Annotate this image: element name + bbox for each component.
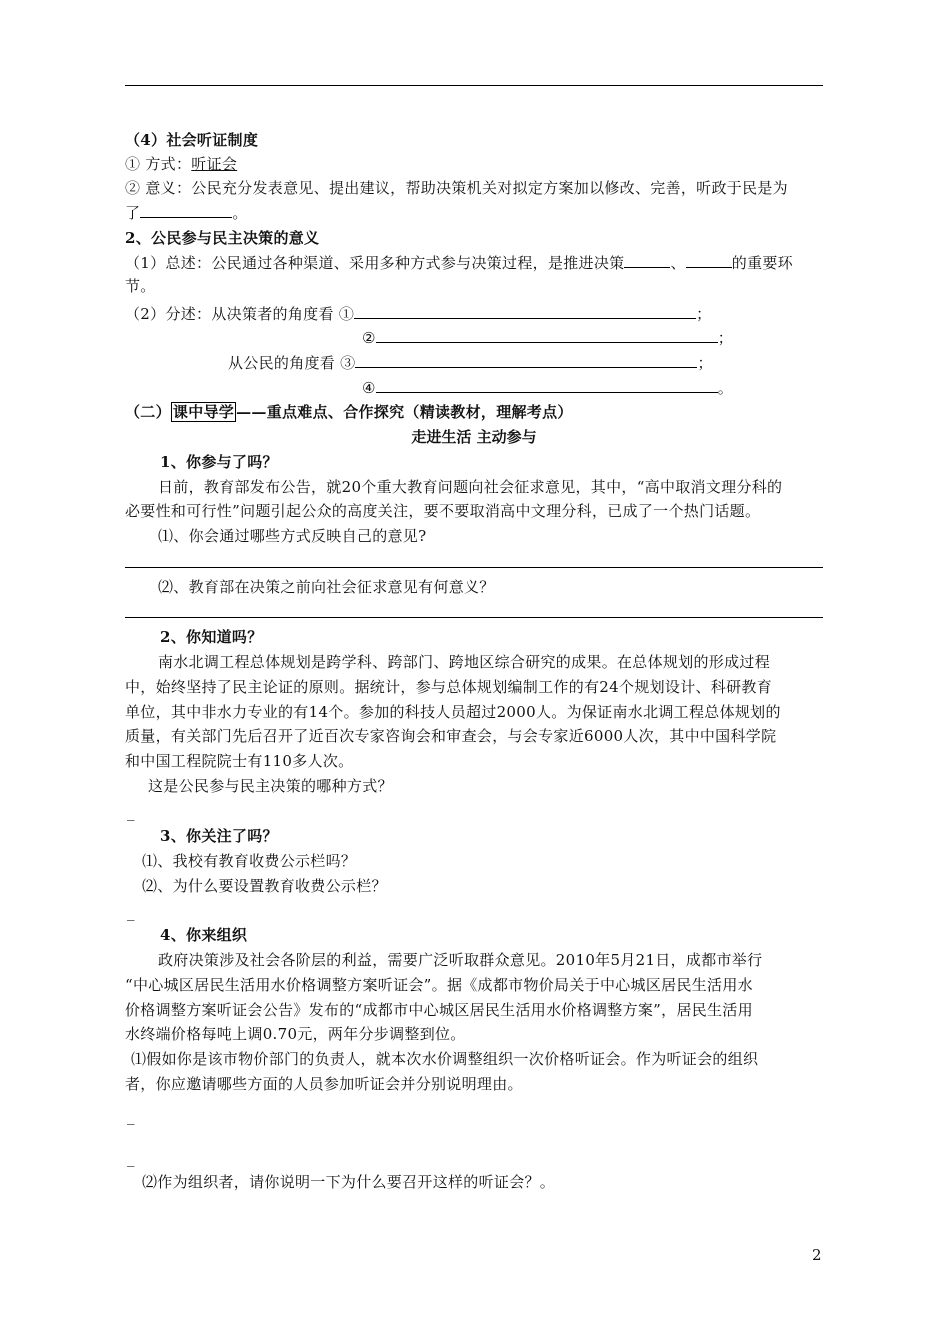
- page-number: 2: [812, 1246, 822, 1264]
- question-1-para-line2: 必要性和可行性”问题引起公众的高度关注，要不要取消高中文理分科，已成了一个热门话题。: [125, 502, 761, 520]
- hearing-meaning-line1: ② 意义：公民充分发表意见、提出建议，帮助决策机关对拟定方案加以修改、完善，听政于民是为: [125, 179, 788, 197]
- question-1-sub-2: ⑵、教育部在决策之前向社会征求意见有何意义？: [158, 578, 495, 596]
- header-rule: [125, 85, 823, 86]
- question-2-question: 这是公民参与民主决策的哪种方式？: [148, 777, 393, 795]
- answer-dash[interactable]: _: [127, 903, 135, 921]
- hearing-way: ① 方式：听证会: [125, 155, 238, 173]
- question-4-para-line3: 价格调整方案听证会公告》发布的“成都市中心城区居民生活用水价格调整方案”，居民生活用: [125, 1001, 753, 1019]
- fill-blank[interactable]: [376, 327, 718, 343]
- answer-line[interactable]: [125, 617, 823, 618]
- guide-boxed-label: 课中导学: [172, 403, 235, 421]
- fill-blank[interactable]: [686, 252, 732, 268]
- hearing-meaning-line2: 了 。: [125, 204, 248, 222]
- fill-blank[interactable]: [376, 377, 718, 393]
- question-3-sub-1: ⑴、我校有教育收费公示栏吗？: [142, 852, 357, 870]
- question-2-para-line4: 质量，有关部门先后召开了近百次专家咨询会和审查会，与会专家近6000人次，其中中国科学院: [125, 727, 777, 745]
- question-2-para-line3: 单位，其中非水力专业的有14个。参加的科技人员超过2000人。为保证南水北调工程总体规划的: [125, 703, 781, 721]
- question-4-sub-2: ⑵作为组织者，请你说明一下为什么要召开这样的听证会？。: [142, 1173, 556, 1191]
- question-4-para-line2: “中心城区居民生活用水价格调整方案听证会”。据《成都市物价局关于中心城区居民生活用水: [125, 976, 753, 994]
- hearing-way-value: 听证会: [191, 155, 238, 173]
- significance-general-line2: 节。: [125, 277, 156, 295]
- question-1-title: 1、你参与了吗？: [160, 453, 278, 471]
- question-4-para-line4: 水终端价格每吨上调0.70元，两年分步调整到位。: [125, 1025, 466, 1043]
- significance-point-4: ④ 。: [362, 379, 734, 397]
- question-2-para-line1: 南水北调工程总体规划是跨学科、跨部门、跨地区综合研究的成果。在总体规划的形成过程: [158, 653, 771, 671]
- significance-point-3: 从公民的角度看 ③ ；: [228, 354, 713, 372]
- answer-dash[interactable]: _: [127, 803, 135, 821]
- question-2-para-line2: 中，始终坚持了民主论证的原则。据统计，参与总体规划编制工作的有24个规划设计、科研教育: [125, 678, 772, 696]
- fill-blank[interactable]: [355, 352, 697, 368]
- answer-line[interactable]: [125, 567, 823, 568]
- question-4-para-line1: 政府决策涉及社会各阶层的利益，需要广泛听取群众意见。2010年5月21日，成都市举行: [158, 951, 763, 969]
- question-4-sub-1-line2: 者，你应邀请哪些方面的人员参加听证会并分别说明理由。: [125, 1075, 523, 1093]
- significance-general-line1: （1）总述：公民通过各种渠道、采用多种方式参与决策过程，是推进决策 、 的重要环: [125, 254, 793, 272]
- significance-point-1: （2）分述：从决策者的角度看 ① ；: [125, 305, 712, 323]
- question-4-title: 4、你来组织: [160, 926, 248, 944]
- fill-blank[interactable]: [354, 303, 696, 319]
- fill-blank[interactable]: [140, 202, 232, 218]
- guide-heading: （二） 课中导学 ——重点难点、合作探究（精读教材，理解考点）: [125, 403, 573, 421]
- answer-dash[interactable]: _: [127, 1107, 135, 1125]
- question-1-sub-1: ⑴、你会通过哪些方式反映自己的意见?: [158, 527, 427, 545]
- question-3-sub-2: ⑵、为什么要设置教育收费公示栏？: [142, 877, 387, 895]
- question-2-para-line5: 和中国工程院院士有110多人次。: [125, 752, 354, 770]
- section-4-title: （4）社会听证制度: [125, 131, 259, 149]
- question-4-sub-1-line1: ⑴假如你是该市物价部门的负责人，就本次水价调整组织一次价格听证会。作为听证会的组织: [131, 1050, 759, 1068]
- question-3-title: 3、你关注了吗？: [160, 827, 278, 845]
- center-title: 走进生活 主动参与: [411, 428, 537, 446]
- fill-blank[interactable]: [624, 252, 670, 268]
- section-2-title: 2、公民参与民主决策的意义: [125, 229, 320, 247]
- question-1-para-line1: 日前，教育部发布公告，就20个重大教育问题向社会征求意见，其中，“高中取消文理分科的: [158, 478, 783, 496]
- question-2-title: 2、你知道吗？: [160, 628, 263, 646]
- answer-dash[interactable]: _: [127, 1149, 135, 1167]
- significance-point-2: ② ；: [362, 329, 734, 347]
